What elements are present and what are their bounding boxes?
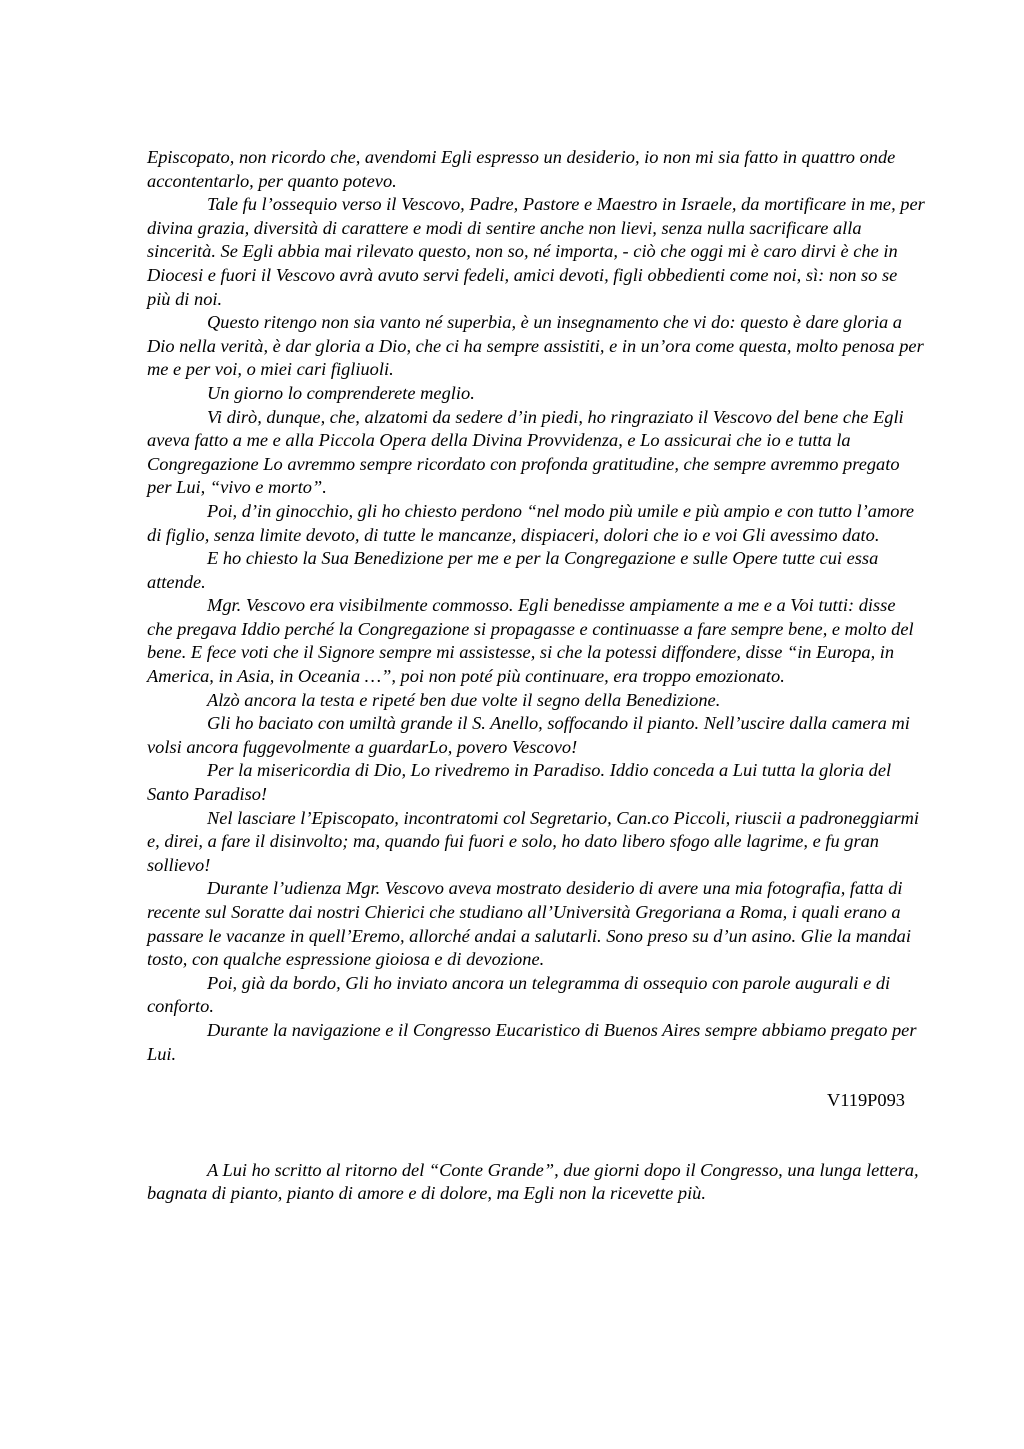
paragraph: Durante l’udienza Mgr. Vescovo aveva mostrato desiderio di avere una mia fotografia, fatta di recente sul Soratte dai nostri Chierici che studiano all’Università Gregoriana a Roma, i quali erano a passare le vacanze in quell’Eremo, allorché andai a salutarli. Sono preso su d’un asino. Glie la mandai tosto, con qualche espressione gioiosa e di devozione. bbox=[147, 878, 911, 970]
closing-paragraph: A Lui ho scritto al ritorno del “Conte Grande”, due giorni dopo il Congresso, una lunga lettera, bagnata di pianto, pianto di amore e di dolore, ma Egli non la ricevette più. bbox=[147, 1159, 919, 1204]
paragraph: Poi, d’in ginocchio, gli ho chiesto perdono “nel modo più umile e più ampio e con tutto l’amore di figlio, senza limite devoto, di tutte le mancanze, dispiaceri, dolori che io e voi Gli avessimo dato. bbox=[147, 500, 915, 545]
paragraph: Durante la navigazione e il Congresso Eucaristico di Buenos Aires sempre abbiamo pregato per Lui. bbox=[147, 1019, 917, 1064]
paragraph: E ho chiesto la Sua Benedizione per me e per la Congregazione e sulle Opere tutte cui essa attende. bbox=[147, 548, 879, 592]
page-code: V119P093 bbox=[827, 1090, 905, 1111]
paragraph: Un giorno lo comprenderete meglio. bbox=[207, 382, 475, 403]
paragraph: Gli ho baciato con umiltà grande il S. Anello, soffocando il pianto. Nell’uscire dalla camera mi volsi ancora fuggevolmente a guardarLo, povero Vescovo! bbox=[147, 713, 910, 757]
paragraph: Per la misericordia di Dio, Lo rivedremo in Paradiso. Iddio conceda a Lui tutta la gloria del Santo Paradiso! bbox=[147, 760, 892, 805]
paragraph: Poi, già da bordo, Gli ho inviato ancora un telegramma di ossequio con parole augurali e di conforto. bbox=[147, 972, 891, 1017]
paragraph: Episcopato, non ricordo che, avendomi Egli espresso un desiderio, io non mi sia fatto in quattro onde accontentarlo, per quanto potevo. bbox=[147, 147, 896, 191]
document-page bbox=[147, 146, 925, 1206]
paragraph: Tale fu l’ossequio verso il Vescovo, Padre, Pastore e Maestro in Israele, da mortificare in me, per divina grazia, diversità di carattere e modi di sentire anche non lievi, senza nulla sacrificare alla sincerità. Se Egli abbia mai rilevato questo, non so, né importa, - ciò che oggi mi è caro dirvi è che in Diocesi e fuori il Vescovo avrà avuto servi fedeli, amici devoti, figli obbedienti come noi, sì: non so se più di noi. bbox=[147, 194, 925, 309]
paragraph: Mgr. Vescovo era visibilmente commosso. Egli benedisse ampiamente a me e a Voi tutti: disse che pregava Iddio perché la Congregazione si propagasse e continuasse a fare sempre bene, e molto del bene. E fece voti che il Signore sempre mi assistesse, si che la potessi diffondere, disse “in Europa, in America, in Asia, in Oceania …”, poi non poté più continuare, era troppo emozionato. bbox=[147, 595, 914, 687]
paragraph: Alzò ancora la testa e ripeté ben due volte il segno della Benedizione. bbox=[207, 689, 721, 710]
paragraph: Nel lasciare l’Episcopato, incontratomi col Segretario, Can.co Piccoli, riuscii a padroneggiarmi e, direi, a fare il disinvolto; ma, quando fui fuori e solo, ho dato libero sfogo alle lagrime, e fu gran sollievo! bbox=[147, 807, 920, 875]
paragraph: Questo ritengo non sia vanto né superbia, è un insegnamento che vi do: questo è dare gloria a Dio nella verità, è dar gloria a Dio, che ci ha sempre assistiti, e in un’ora come questa, molto penosa per me e per voi, o miei cari figliuoli. bbox=[147, 312, 924, 380]
paragraph: Vi dirò, dunque, che, alzatomi da sedere d’in piedi, ho ringraziato il Vescovo del bene che Egli aveva fatto a me e alla Piccola Opera della Divina Provvidenza, e Lo assicurai che io e tutta la Congregazione Lo avremmo sempre ricordato con profonda gratitudine, che sempre avremmo pregato per Lui, “vivo e morto”. bbox=[147, 406, 904, 498]
